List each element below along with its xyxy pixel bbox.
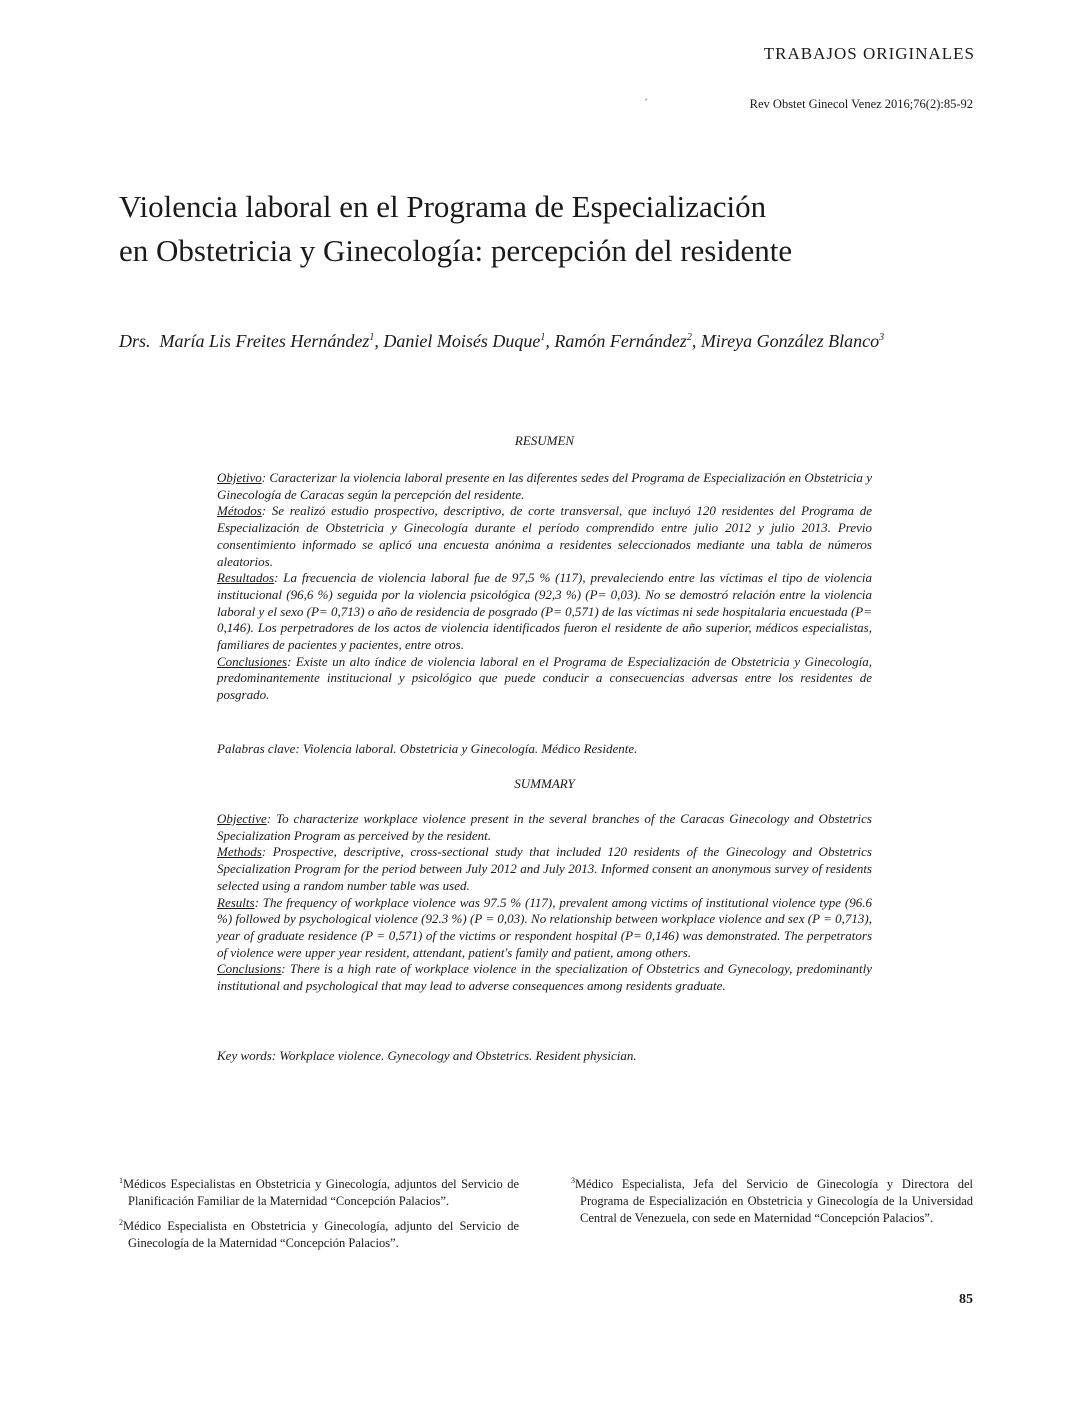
affiliation-ref: 3 <box>879 332 885 343</box>
page-number: 85 <box>959 1292 973 1307</box>
resumen-resultados <box>217 570 872 654</box>
author-prefix: Drs. <box>119 331 151 351</box>
footnote-marker: 3 <box>571 1176 575 1185</box>
resumen-metodos <box>217 503 872 570</box>
conclusiones-text: : Existe un alto índice de violencia laboral en el Programa de Especialización de Obstetricia y Ginecología, predominantemente institucional y psicológico que puede conducir a consecuencias adversas entre los residentes de posgrado. <box>217 653 872 703</box>
summary-objective <box>217 811 872 844</box>
author-name: Mireya González Blanco <box>700 331 880 351</box>
conclusions-text: : There is a high rate of workplace violence in the specialization of Obstetrics and Gynecology, predominantly institutional and psychological that may lead to adverse consequences among residents graduate. <box>217 961 872 994</box>
footnote-2 <box>119 1214 519 1252</box>
author-name: María Lis Freites Hernández <box>159 331 370 351</box>
resultados-label: Resultados <box>217 570 275 586</box>
objetivo-text: : Caracterizar la violencia laboral presente en las diferentes sedes del Programa de Especialización en Obstetricia y Ginecología de Caracas según la percepción del residente. <box>217 470 872 502</box>
title-line-2: en Obstetricia y Ginecología: percepción del residente <box>119 233 793 268</box>
summary-body <box>217 811 872 995</box>
objective-text: : To characterize workplace violence present in the several branches of the Caracas Ginecology and Obstetrics Specialization Program as perceived by the resident. <box>217 811 872 843</box>
footnote-marker: 2 <box>119 1218 123 1228</box>
affiliation-ref: 1 <box>369 332 375 343</box>
footnotes-right <box>571 1172 973 1231</box>
resumen-heading: RESUMEN <box>514 433 575 448</box>
stray-mark: ˊ <box>644 96 648 110</box>
footnote-text: Médico Especialista en Obstetricia y Ginecología, adjunto del Servicio de Ginecología de la Maternidad “Concepción Palacios”. <box>123 1219 519 1251</box>
footnote-text: Médico Especialista, Jefa del Servicio de Ginecología y Directora del Programa de Especialización en Obstetricia y Ginecología de la Universidad Central de Venezuela, con sede en Maternidad “Concepción Palacios”. <box>575 1177 973 1226</box>
metodos-label: Métodos <box>217 503 262 519</box>
affiliation-ref: 2 <box>686 332 692 343</box>
results-text: : The frequency of workplace violence was 97.5 % (117), prevalent among victims of institutional violence type (96.6 %) followed by psychological violence (92.3 %) (P = 0,03). No relationship between workplace violence and sex (P = 0,713), year of graduate residence (P = 0,571) of the victims or respondent hospital (P= 0,146) was demonstrated. The perpetrators of violence were upper year resident, attendant, patient's family and patient, among others. <box>217 894 872 960</box>
section-label: TRABAJOS ORIGINALES <box>763 44 975 63</box>
footnote-1 <box>119 1172 519 1210</box>
methods-text: : Prospective, descriptive, cross-sectional study that included 120 residents of the Ginecology and Obstetrics Specialization Program for the period between July 2012 and July 2013. Informed consent an anonymous survey of residents selected using a random number table was used. <box>217 844 872 893</box>
resumen-objetivo <box>217 470 872 503</box>
key-words: Key words: Workplace violence. Gynecology and Obstetrics. Resident physician. <box>217 1048 637 1063</box>
title-line-1: Violencia laboral en el Programa de Especialización <box>119 189 767 224</box>
footnote-3 <box>571 1172 973 1227</box>
resultados-text: : La frecuencia de violencia laboral fue de 97,5 % (117), prevaleciendo entre las víctimas el tipo de violencia institucional (96,6 %) seguida por la violencia psicológica (92,3 %) (P= 0,03). No se demostró relación entre la violencia laboral y el sexo (P= 0,713) o año de residencia de posgrado (P= 0,571) de las víctimas ni sede hospitalaria encuestada (P= 0,146). Los perpetradores de los actos de violencia identificados fueron el residente de año superior, médicos especialistas, familiares de pacientes y pacientes, entre otros. <box>217 570 872 653</box>
footnote-text: Médicos Especialistas en Obstetricia y Ginecología, adjuntos del Servicio de Planificación Familiar de la Maternidad “Concepción Palacios”. <box>123 1177 519 1209</box>
affiliation-ref: 1 <box>540 332 546 343</box>
palabras-clave: Palabras clave: Violencia laboral. Obstetricia y Ginecología. Médico Residente. <box>217 741 638 756</box>
metodos-text: : Se realizó estudio prospectivo, descriptivo, de corte transversal, que incluyó 120 residentes del Programa de Especialización de Obstetricia y Ginecología durante el período comprendido entre julio 2012 y julio 2013. Previo consentimiento informado se aplicó una encuesta anónima a residentes seleccionados mediante una tabla de números aleatorios. <box>217 503 872 569</box>
objetivo-label: Objetivo <box>217 470 262 485</box>
results-label: Results <box>217 894 255 910</box>
journal-citation: Rev Obstet Ginecol Venez 2016;76(2):85-92 <box>749 97 973 111</box>
author-name: Daniel Moisés Duque <box>383 331 541 351</box>
methods-label: Methods <box>217 844 262 860</box>
resumen-body <box>217 470 872 704</box>
resumen-conclusiones <box>217 654 872 704</box>
summary-methods <box>217 844 872 894</box>
footnote-marker: 1 <box>119 1176 123 1185</box>
summary-conclusions <box>217 961 872 994</box>
footnotes-left <box>119 1172 519 1256</box>
conclusions-label: Conclusions <box>217 961 282 977</box>
objective-label: Objective <box>217 811 267 826</box>
summary-results <box>217 895 872 962</box>
author-list: Drs. María Lis Freites Hernández$^1$, Daniel Moisés Duque$^1$, Ramón Fernández$^2$, Mireya González Blanco$^3$ <box>119 331 885 351</box>
article-title <box>119 185 979 273</box>
author-name: Ramón Fernández <box>554 331 687 351</box>
summary-heading: SUMMARY <box>514 776 575 791</box>
conclusiones-label: Conclusiones <box>217 653 288 669</box>
